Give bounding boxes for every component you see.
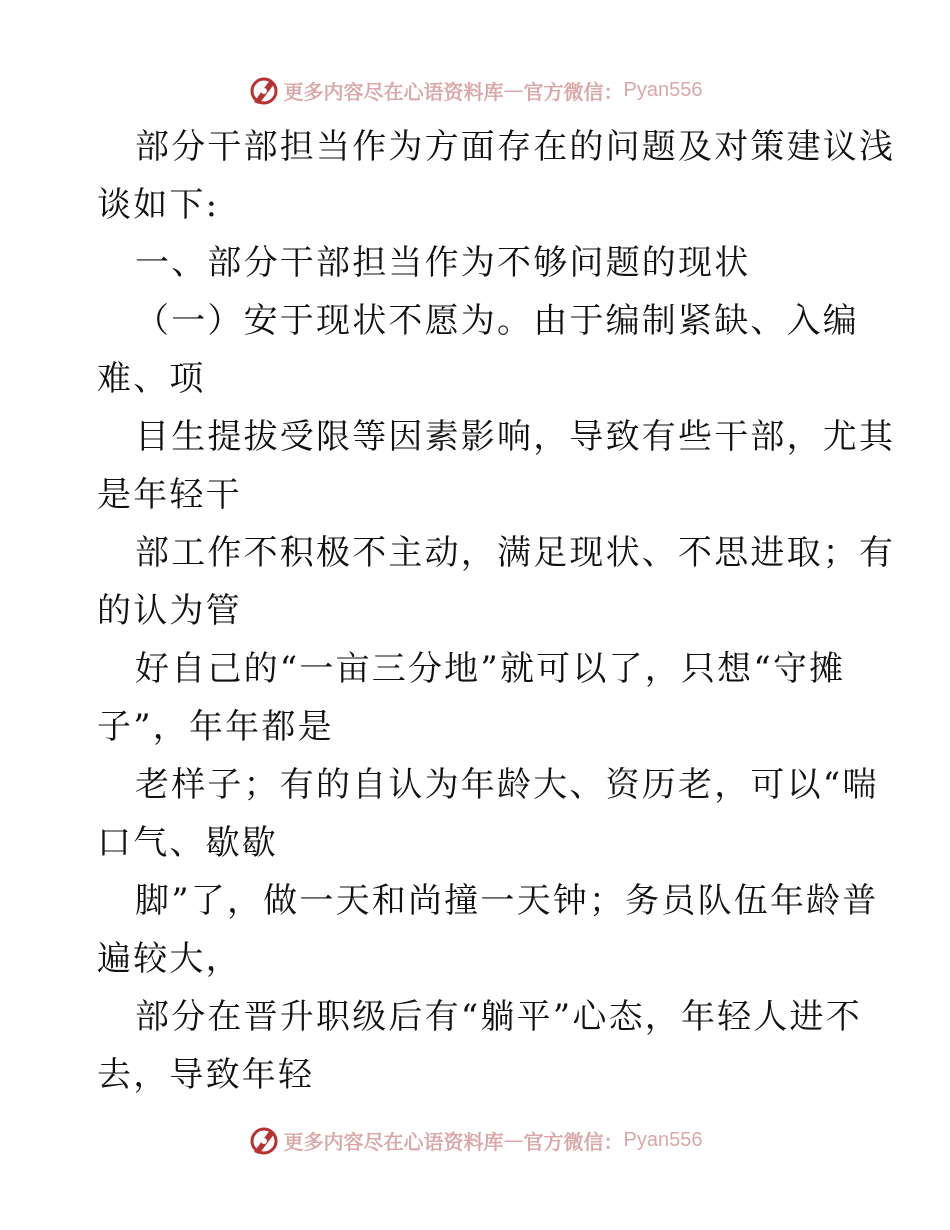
- paragraph-line: 目生提拔受限等因素影响，导致有些干部，尤其: [135, 417, 896, 457]
- watermark-text: 更多内容尽在心语资料库: [283, 79, 504, 104]
- paragraph-line: 的认为管: [97, 591, 242, 631]
- watermark-account: Pyan556: [623, 78, 703, 101]
- paragraph-line: 子”，年年都是: [97, 707, 334, 747]
- paragraph-line: 好自己的“一亩三分地”就可以了，只想“守摊: [135, 649, 846, 689]
- paragraph-line: 部分在晋升职级后有“躺平”心态，年轻人进不: [135, 997, 862, 1037]
- document-body: [97, 118, 896, 1104]
- paragraph-line: 部工作不积极不主动，满足现状、不思进取；有: [135, 533, 896, 573]
- paragraph-line: （一）安于现状不愿为。由于编制紧缺、入编: [135, 301, 859, 341]
- header-watermark-banner: [0, 70, 950, 110]
- watermark-text: 更多内容尽在心语资料库: [283, 1129, 504, 1154]
- paragraph-line: 部分干部担当作为方面存在的问题及对策建议浅: [135, 127, 896, 167]
- paragraph-line: 脚”了，做一天和尚撞一天钟；务员队伍年龄普: [135, 881, 879, 921]
- quill-pen-icon: [248, 1124, 280, 1156]
- watermark-account: Pyan556: [623, 1128, 703, 1151]
- paragraph-line: 难、项: [97, 359, 206, 399]
- watermark-separator: —: [503, 1128, 524, 1152]
- quill-pen-icon: [248, 74, 280, 106]
- watermark-label: 官方微信：: [523, 1129, 624, 1154]
- paragraph-line: 谈如下:: [97, 185, 220, 225]
- watermark-label: 官方微信：: [523, 79, 624, 104]
- footer-watermark-banner: [0, 1120, 950, 1160]
- paragraph-line: 遍较大，: [97, 939, 242, 979]
- watermark-separator: —: [503, 78, 524, 102]
- paragraph-line: 去，导致年轻: [97, 1055, 315, 1095]
- section-heading: 一、部分干部担当作为不够问题的现状: [135, 243, 751, 283]
- paragraph-line: 是年轻干: [97, 475, 242, 515]
- paragraph-line: 老样子；有的自认为年龄大、资历老，可以“喘: [135, 765, 879, 805]
- paragraph-line: 口气、歇歇: [97, 823, 278, 863]
